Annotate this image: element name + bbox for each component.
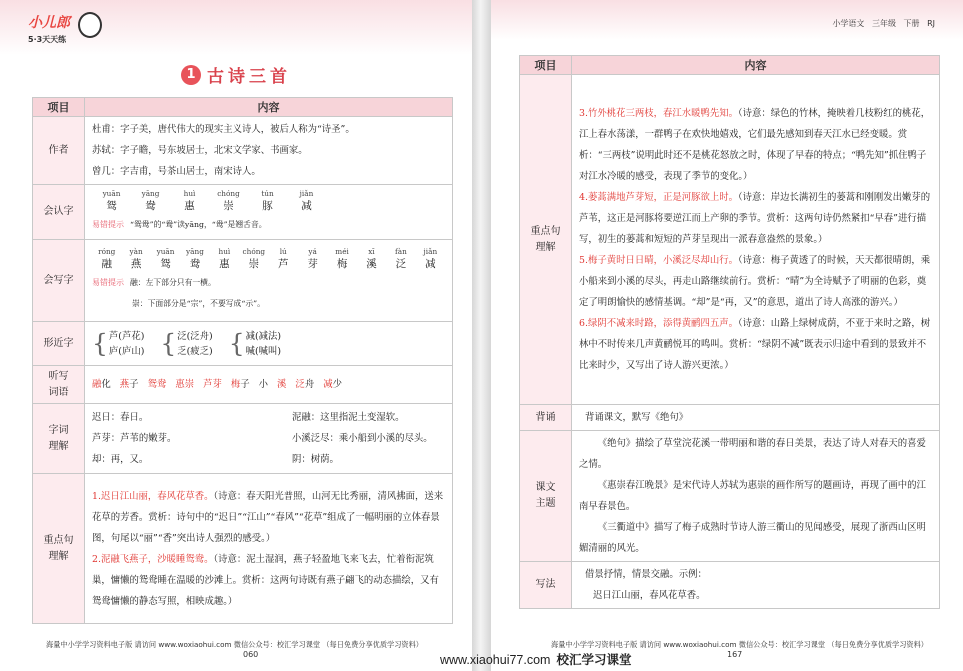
label-key: 重点句 理解 — [33, 474, 85, 624]
tip-text: “鸳鸯”的“鸯”读yāng，“鸯”是翘舌音。 — [130, 220, 267, 229]
tip-text: 融：左下部分只有一横。 — [130, 278, 216, 287]
key-number: 5. — [579, 255, 588, 266]
label-similar: 形近字 — [33, 322, 85, 366]
hanzi: 鸳 — [106, 200, 117, 212]
word-black: 子 — [129, 379, 139, 390]
word-red: 鸳鸯 — [147, 379, 167, 390]
theme-paragraph: 《三衢道中》描写了梅子成熟时节诗人游三衢山的见闻感受，展现了浙西山区明媚清丽的风光。 — [579, 522, 926, 554]
hanzi: 鸯 — [145, 200, 156, 212]
pinyin: fàn — [395, 247, 407, 256]
char-item — [121, 247, 150, 272]
word-red: 梅 — [230, 379, 241, 390]
row-method — [520, 562, 940, 609]
tip-label: 易错提示 — [92, 278, 124, 287]
recognize-content — [85, 185, 453, 240]
key-quote: 绿阴不减来时路，添得黄鹂四五声。 — [587, 318, 738, 329]
vocab-term: 阴：树荫。 — [292, 454, 339, 465]
method-line: 借景抒情，情景交融。示例： — [585, 569, 707, 580]
similar-group — [92, 329, 144, 359]
hanzi: 崇 — [248, 258, 260, 270]
char-item — [287, 189, 326, 214]
header-content: 内容 — [572, 56, 940, 75]
running-header: 小学语文 三年级 下册 RJ — [832, 19, 935, 28]
char-item — [151, 247, 180, 272]
watermark — [440, 650, 631, 668]
pinyin: yuān — [156, 247, 175, 256]
pinyin: yāng — [186, 247, 204, 256]
pinyin: chóng — [217, 189, 240, 198]
similar-word: 乏(疲乏) — [177, 345, 213, 357]
key-sentence — [92, 486, 445, 549]
dictation-word — [259, 379, 268, 390]
brand-subtitle: 5·3天天练 — [28, 35, 67, 44]
key-quote: 泥融飞燕子，沙暖睡鸳鸯。 — [100, 553, 214, 565]
word-black: 少 — [332, 379, 342, 390]
label-recite: 背诵 — [520, 405, 572, 431]
book-gutter — [472, 0, 491, 671]
char-item — [92, 189, 131, 214]
label-method: 写法 — [520, 562, 572, 609]
char-item — [248, 189, 287, 214]
mascot-icon — [78, 12, 102, 38]
left-page — [0, 0, 472, 671]
lesson-title — [0, 62, 472, 87]
word-red: 减 — [323, 379, 333, 390]
author-line: 曾几：字吉甫，号茶山居士，南宋诗人。 — [92, 166, 261, 177]
recognize-tip — [92, 214, 445, 235]
brace-icon: { — [92, 328, 108, 358]
dictation-word — [148, 379, 167, 390]
hanzi: 梅 — [336, 258, 348, 270]
tip-label: 易错提示 — [92, 220, 124, 229]
lesson-name: 古诗三首 — [207, 67, 291, 87]
key-number: 4. — [579, 192, 588, 203]
key-explain: （诗意：岸边长满初生的蒌蒿和刚刚发出嫩芽的芦苇，这正是河豚将要逆江而上产卵的季节。赏析：这两句诗仍然紧扣“早春”进行描写，初生的蒌蒿和短短的芦芽呈现出一派春意盎然的景象。） — [579, 192, 931, 245]
similar-word: 芦(芦花) — [108, 330, 145, 342]
label-key: 重点句 理解 — [520, 75, 572, 405]
hanzi: 鸯 — [189, 258, 201, 270]
pinyin: tún — [261, 189, 274, 198]
key-content — [85, 474, 453, 624]
similar-word: 泛(泛舟) — [177, 330, 213, 342]
row-write — [33, 240, 453, 322]
char-item — [170, 189, 209, 214]
dictation-word — [295, 379, 314, 390]
hanzi: 燕 — [130, 258, 142, 270]
key-quote: 蒌蒿满地芦芽短，正是河豚欲上时。 — [587, 192, 738, 203]
label-recognize: 会认字 — [33, 185, 85, 240]
dictation-word — [175, 379, 194, 390]
dictation-word — [203, 379, 222, 390]
method-line: 迟日江山丽，春风花草香。 — [593, 590, 706, 601]
word-red: 泛 — [295, 379, 305, 390]
author-content — [85, 117, 453, 185]
key-number: 2. — [92, 553, 101, 565]
author-line: 杜甫：字子美，唐代伟大的现实主义诗人，被后人称为“诗圣”。 — [92, 124, 355, 135]
watermark-url: www.xiaohui77.com — [440, 653, 551, 667]
pinyin: chóng — [242, 247, 266, 256]
dictation-word — [120, 379, 139, 390]
header-item: 项目 — [520, 56, 572, 75]
key-quote: 竹外桃花三两枝，春江水暖鸭先知。 — [587, 108, 738, 119]
dictation-word — [277, 379, 286, 390]
key-number: 1. — [92, 490, 101, 502]
dictation-word — [231, 379, 250, 390]
write-tip-1 — [92, 272, 445, 293]
hanzi: 鸳 — [160, 258, 171, 270]
brace-icon: { — [228, 328, 245, 358]
similar-content — [85, 322, 453, 366]
label-vocab: 字词 理解 — [33, 404, 85, 474]
vocab-row — [92, 407, 445, 428]
pinyin: yàn — [129, 247, 143, 256]
vocab-term: 却：再，又。 — [92, 454, 149, 465]
key-sentence — [579, 187, 932, 250]
pinyin: yá — [308, 247, 317, 256]
row-dictation — [33, 366, 453, 404]
char-item — [298, 247, 327, 272]
char-item — [92, 247, 121, 272]
theme-paragraph: 《惠崇春江晚景》是宋代诗人苏轼为惠崇的画作所写的题画诗，再现了画中的江南早春景色。 — [579, 480, 926, 512]
key-sentence — [579, 250, 932, 313]
key-explain: （诗意：山路上绿树成荫，不亚于来时之路，树林中不时传来几声黄鹂悦耳的鸣叫。赏析：“绿阴不减”既表示归途中看到的景致并不比来时少，又写出了诗人游兴更浓。） — [579, 318, 931, 371]
pinyin: méi — [335, 247, 349, 256]
char-item — [416, 247, 445, 272]
write-tip-2: 崇：下面部分是“宗”，不要写成“示”。 — [132, 299, 265, 308]
similar-word: 喊(喊叫) — [245, 345, 282, 357]
vocab-term: 小溪泛尽：乘小船到小溪的尽头。 — [292, 433, 433, 444]
hanzi: 惠 — [219, 258, 230, 270]
hanzi: 豚 — [262, 200, 273, 212]
theme-content — [572, 431, 940, 562]
hanzi: 溪 — [366, 258, 377, 270]
pinyin: yuān — [102, 189, 121, 198]
key-sentence — [579, 313, 932, 376]
row-key — [33, 474, 453, 624]
similar-pair — [246, 329, 281, 359]
char-item — [131, 189, 170, 214]
method-content — [572, 562, 940, 609]
recognize-chars — [92, 189, 445, 214]
label-theme: 课文 主题 — [520, 431, 572, 562]
recite-content: 背诵课文，默写《绝句》 — [572, 405, 940, 431]
char-item — [209, 189, 248, 214]
row-author — [33, 117, 453, 185]
char-item — [239, 247, 268, 272]
page-number: 060 — [243, 650, 259, 659]
label-dictation: 听写 词语 — [33, 366, 85, 404]
word-red: 芦芽 — [203, 379, 222, 390]
row-similar — [33, 322, 453, 366]
similar-word: 庐(庐山) — [108, 345, 145, 357]
label-write: 会写字 — [33, 240, 85, 322]
left-table — [32, 97, 453, 624]
header-content: 内容 — [85, 98, 453, 117]
theme-paragraph: 《绝句》描绘了草堂浣花溪一带明丽和谐的春日美景，表达了诗人对春天的喜爱之情。 — [579, 438, 926, 470]
dictation-content — [85, 366, 453, 404]
word-black: 子 — [240, 379, 250, 390]
vocab-content — [85, 404, 453, 474]
similar-pair — [109, 329, 144, 359]
vocab-term: 迟日：春日。 — [92, 412, 149, 423]
char-item — [180, 247, 209, 272]
hanzi: 芦 — [277, 258, 289, 270]
word-black: 舟 — [304, 379, 315, 390]
similar-pair — [177, 329, 212, 359]
right-table — [519, 55, 940, 609]
table-header — [520, 56, 940, 75]
pinyin: róng — [98, 247, 116, 256]
pinyin: xī — [368, 247, 375, 256]
pinyin: yāng — [141, 189, 160, 198]
row-vocab — [33, 404, 453, 474]
header-item: 项目 — [33, 98, 85, 117]
footer-text: 海量中小学学习资料电子版 请访问 www.woxiaohui.com 微信公众号：校汇学习课堂 （每日免费分享优质学习资料） — [46, 640, 423, 649]
key-explain: （诗意：泥土湿润，燕子轻盈地飞来飞去，忙着衔泥筑巢，慵懒的鸳鸯睡在温暖的沙滩上。赏析：这两句诗既有燕子翩飞的动态描绘，又有鸳鸯慵懒的静态写照，相映成趣。） — [92, 553, 439, 607]
char-item — [386, 247, 415, 272]
row-theme — [520, 431, 940, 562]
similar-word: 减(减法) — [245, 330, 282, 342]
watermark-name: 校汇学习课堂 — [556, 653, 632, 667]
table-header — [33, 98, 453, 117]
hanzi: 减 — [301, 200, 312, 212]
hanzi: 惠 — [184, 200, 195, 212]
dictation-word — [323, 379, 342, 390]
char-item — [210, 247, 239, 272]
char-item — [357, 247, 386, 272]
hanzi: 崇 — [223, 200, 234, 212]
write-chars — [92, 247, 445, 272]
hanzi: 融 — [101, 258, 112, 270]
key-explain: （诗意：绿色的竹林，掩映着几枝粉红的桃花，江上春水荡漾，一群鸭子在欢快地嬉戏，它们最先感知到春天江水已经变暖。赏析：“三两枝”说明此时还不是桃花怒放之时，体现了早春的特点；“鸭先知”抓住鸭子对江水冷暖的感受，表现了季节的变化。） — [579, 108, 931, 182]
vocab-row — [92, 449, 445, 470]
row-key — [520, 75, 940, 405]
pinyin: lú — [279, 247, 287, 256]
word-red: 融 — [92, 379, 102, 390]
char-item — [327, 247, 356, 272]
page-number: 167 — [727, 650, 743, 659]
pinyin: jiǎn — [423, 247, 438, 256]
hanzi: 泛 — [395, 258, 407, 270]
word-red: 溪 — [277, 379, 287, 390]
key-explain: （诗意：梅子黄透了的时候，天天都很晴朗，乘小船来到小溪的尽头，再走山路继续前行。赏析：“晴”为全诗赋予了明丽的色彩，奠定了明朗愉快的感情基调。“却”是“再，又”的意思，道出了诗人高涨的游兴。） — [579, 255, 931, 308]
author-line: 苏轼：字子瞻，号东坡居士，北宋文学家、书画家。 — [92, 145, 308, 156]
key-number: 6. — [579, 318, 588, 329]
char-item — [269, 247, 298, 272]
similar-group — [160, 329, 212, 359]
hanzi: 减 — [425, 258, 436, 270]
footer-text: 海量中小学学习资料电子版 请访问 www.woxiaohui.com 微信公众号：校汇学习课堂 （每日免费分享优质学习资料） — [551, 640, 928, 649]
pinyin: jiǎn — [299, 189, 314, 198]
lesson-number: 1 — [181, 65, 201, 85]
key-quote: 梅子黄时日日晴，小溪泛尽却山行。 — [587, 255, 738, 266]
dictation-word — [92, 379, 111, 390]
pinyin: huì — [183, 189, 196, 198]
vocab-term: 芦芽：芦苇的嫩芽。 — [92, 433, 177, 444]
word-red: 惠崇 — [175, 379, 195, 390]
key-number: 3. — [579, 108, 588, 119]
word-black: 小 — [258, 379, 269, 390]
hanzi: 芽 — [307, 258, 318, 270]
key-sentence — [579, 103, 932, 187]
similar-group — [229, 329, 281, 359]
row-recite — [520, 405, 940, 431]
write-content — [85, 240, 453, 322]
key-sentence — [92, 549, 445, 612]
key-content — [572, 75, 940, 405]
brand-name: 小儿郎 — [28, 15, 70, 31]
brace-icon: { — [160, 328, 177, 358]
key-explain: （诗意：春天阳光普照，山河无比秀丽，清风拂面，送来花草的芳香。赏析：诗句中的“迟日”“江山”“春风”“花草”组成了一幅明丽的立体春景图，句尾以“丽”“香”突出诗人强烈的感受。） — [92, 490, 444, 544]
word-black: 化 — [101, 379, 111, 390]
right-page — [491, 0, 963, 671]
vocab-row — [92, 428, 445, 449]
row-recognize — [33, 185, 453, 240]
key-quote: 迟日江山丽，春风花草香。 — [100, 490, 214, 502]
pinyin: huì — [218, 247, 231, 256]
label-author: 作者 — [33, 117, 85, 185]
word-red: 燕 — [119, 379, 130, 390]
vocab-term: 泥融：这里指泥土变湿软。 — [292, 412, 405, 423]
